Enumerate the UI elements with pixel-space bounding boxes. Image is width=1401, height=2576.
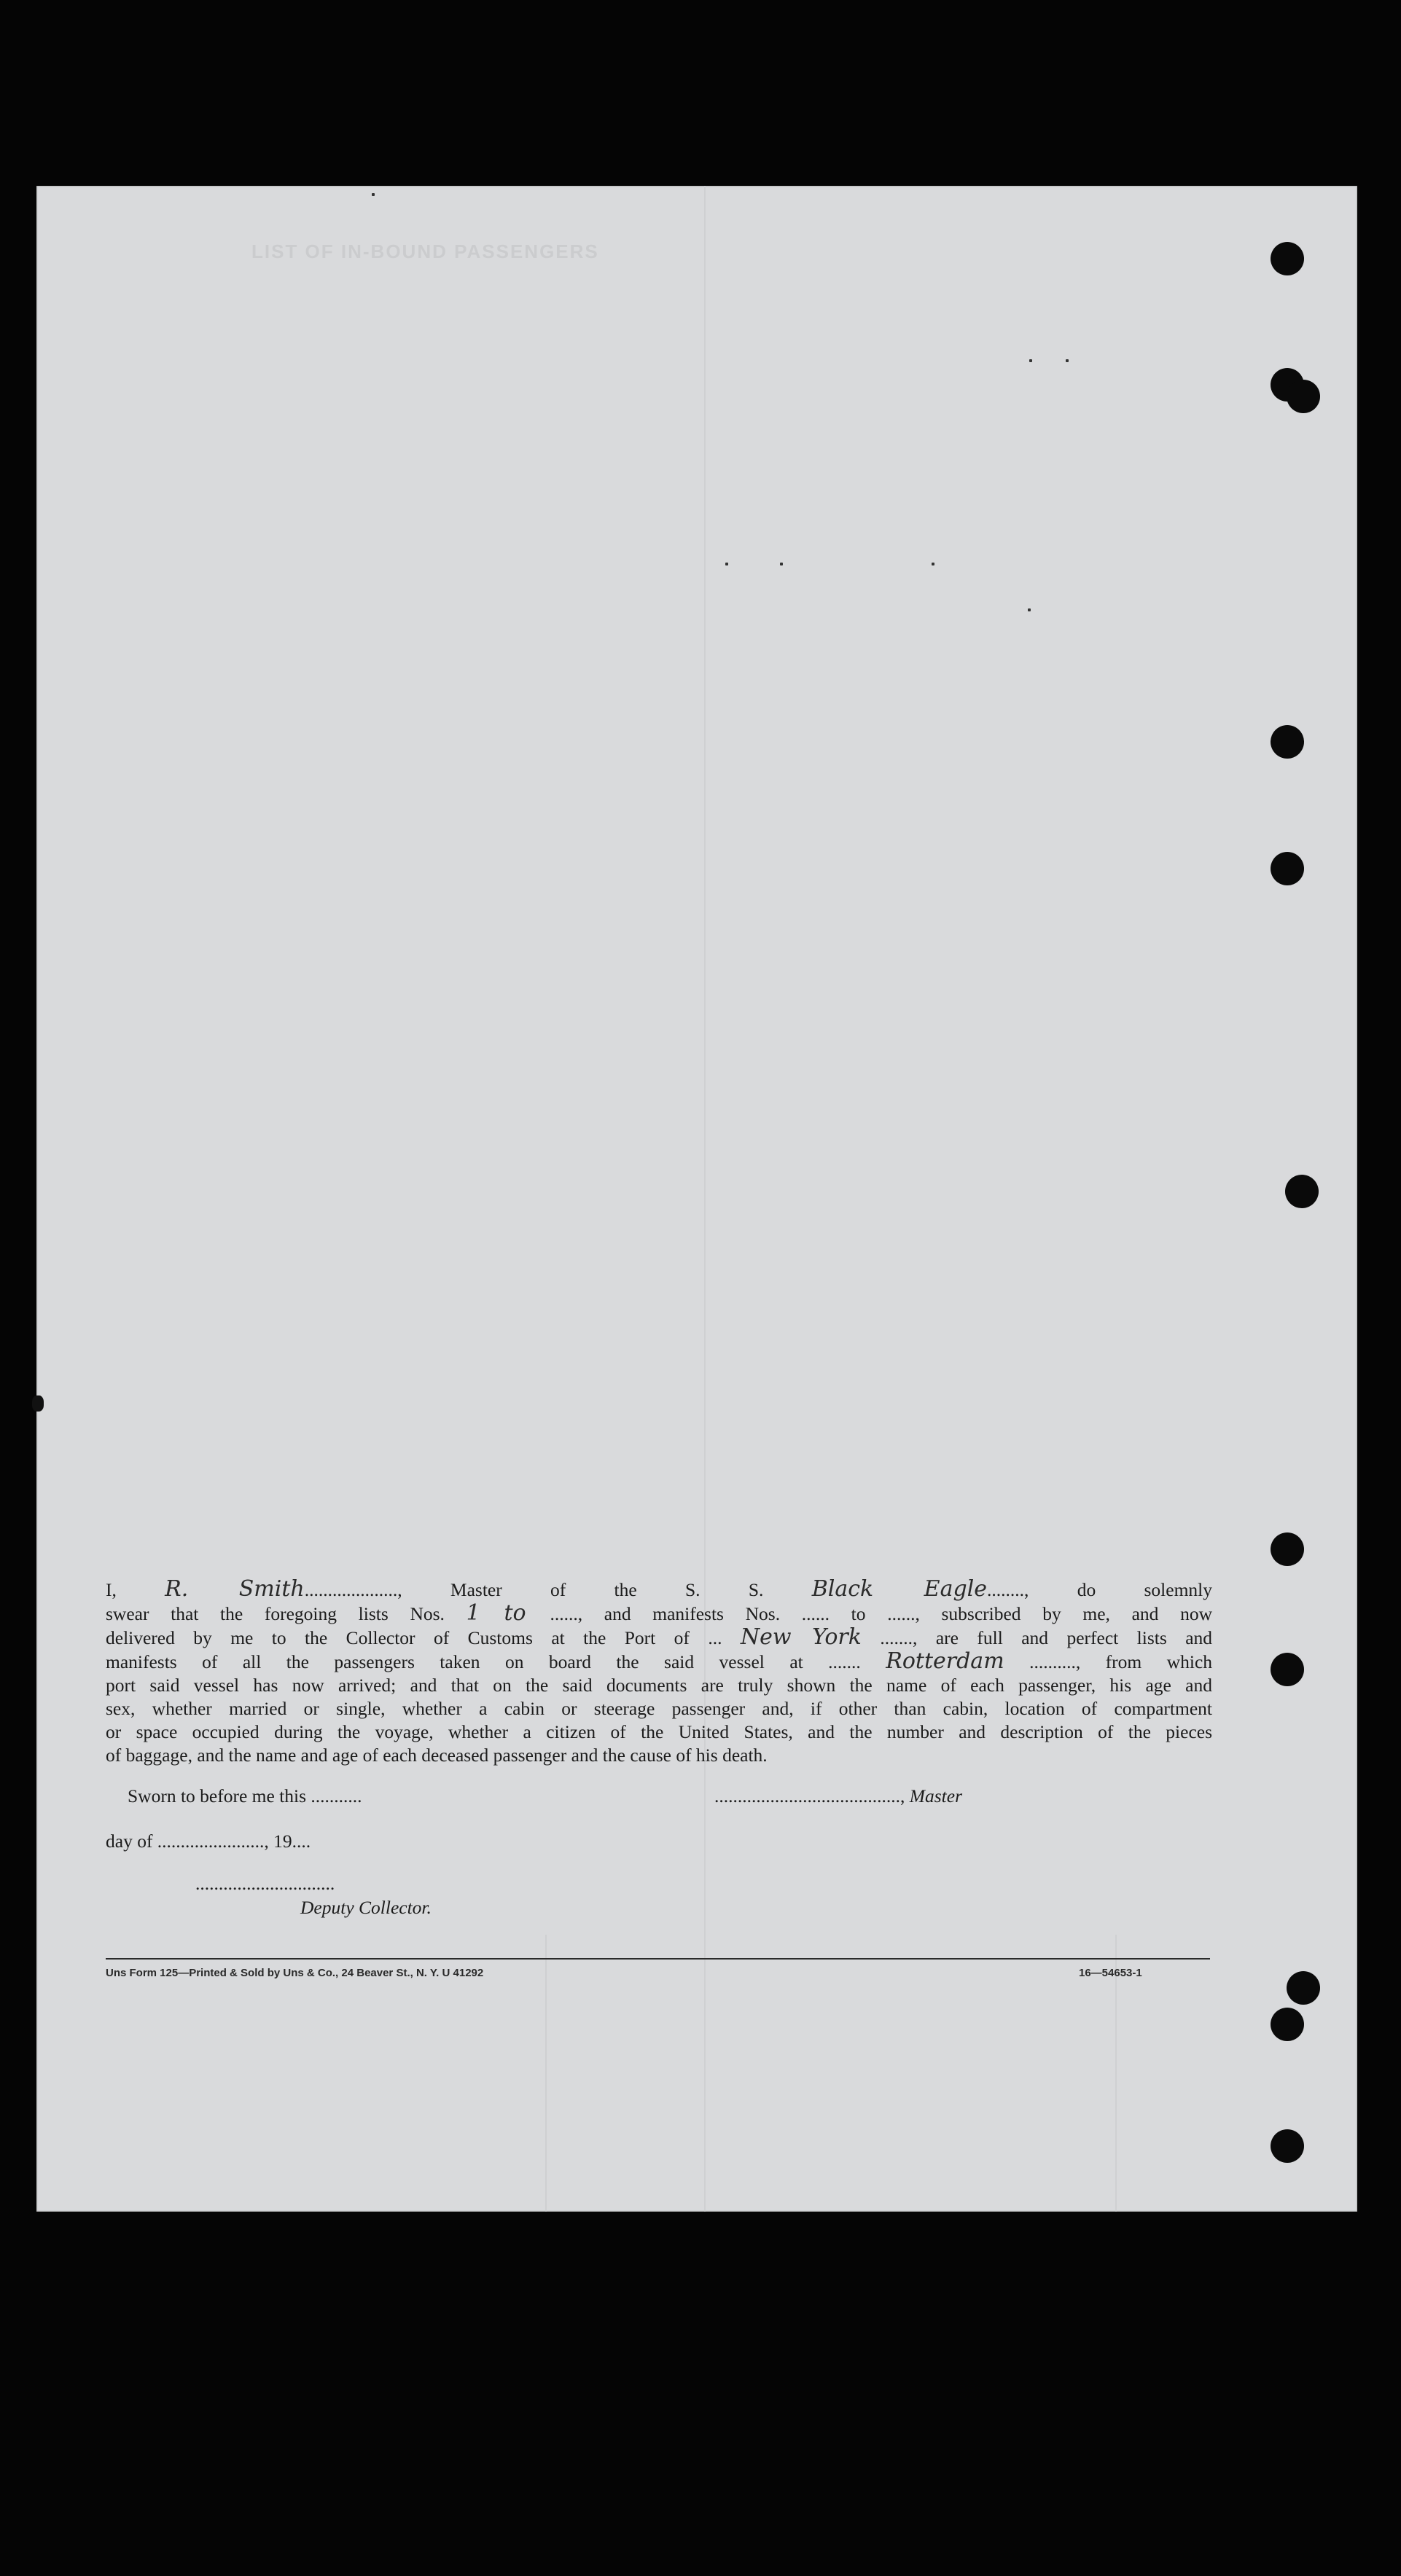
collector-signature-dots: .............................. — [195, 1873, 335, 1894]
form-number: 16—54653-1 — [1079, 1967, 1142, 1979]
manifest-page — [36, 186, 1357, 2212]
handwritten-list-number: 1 — [466, 1600, 480, 1626]
binder-hole — [1271, 242, 1304, 275]
oath-text: ...................., Master of the S. S. — [304, 1579, 812, 1600]
oath-text: manifests of all the passengers taken on board the said vessel at ....... — [106, 1651, 886, 1672]
oath-text: ......, and manifests Nos. ...... to ......, subscribed by me, and now — [550, 1603, 1212, 1624]
oath-line-2 — [106, 1602, 1212, 1626]
master-signature-line — [714, 1785, 962, 1807]
oath-paragraph — [106, 1578, 1212, 1767]
handwritten-arrival-port: New York — [740, 1624, 862, 1650]
binder-hole — [1271, 2008, 1304, 2041]
signature-dots: ........................................, — [714, 1785, 910, 1806]
speck — [1029, 359, 1032, 362]
sworn-line: Sworn to before me this ........... — [128, 1785, 362, 1806]
binder-hole — [1287, 380, 1320, 413]
fold-line — [545, 1935, 547, 2212]
binder-hole — [1285, 1175, 1319, 1208]
binder-hole — [1271, 852, 1304, 885]
handwritten-to: to — [480, 1600, 550, 1626]
speck — [1066, 359, 1069, 362]
oath-text: I, — [106, 1579, 165, 1600]
day-line: day of ......................., 19.... — [106, 1831, 311, 1852]
binder-hole — [1271, 725, 1304, 759]
oath-line-5: port said vessel has now arrived; and that on the said documents are truly shown the name of each passenger, his age and — [106, 1675, 1212, 1696]
speck — [725, 563, 728, 565]
oath-text: ......., are full and perfect lists and — [861, 1627, 1213, 1648]
form-imprint: Uns Form 125—Printed & Sold by Uns & Co., 24 Beaver St., N. Y. U 41292 — [106, 1967, 484, 1979]
oath-line-3 — [106, 1626, 1212, 1650]
handwritten-departure-port: Rotterdam — [886, 1648, 1004, 1674]
faded-bleed-through-title: LIST OF IN-BOUND PASSENGERS — [251, 240, 599, 262]
speck — [780, 563, 783, 565]
oath-line-8: of baggage, and the name and age of each deceased passenger and the cause of his death. — [106, 1745, 768, 1766]
handwritten-master-name: R. Smith — [165, 1576, 305, 1602]
speck — [372, 193, 375, 196]
edge-tear — [32, 1395, 44, 1412]
deputy-collector-label: Deputy Collector. — [300, 1897, 432, 1918]
binder-hole — [1271, 1653, 1304, 1686]
binder-hole — [1271, 1532, 1304, 1566]
handwritten-ship-name: Black Eagle — [811, 1576, 988, 1602]
oath-text: swear that the foregoing lists Nos. — [106, 1603, 467, 1624]
oath-line-4 — [106, 1650, 1212, 1674]
speck — [932, 563, 934, 565]
oath-line-1 — [106, 1578, 1212, 1602]
fold-line — [704, 186, 706, 2212]
footer-rule — [106, 1958, 1210, 1960]
binder-hole — [1287, 1971, 1320, 2005]
speck — [1028, 608, 1031, 611]
oath-text: ........, do solemnly — [987, 1579, 1212, 1600]
oath-text: .........., from which — [1004, 1651, 1213, 1672]
binder-hole — [1271, 2129, 1304, 2163]
oath-line-6: sex, whether married or single, whether a cabin or steerage passenger and, if other than cabin, location of compartment — [106, 1698, 1212, 1719]
master-label: Master — [909, 1785, 962, 1806]
oath-text: delivered by me to the Collector of Customs at the Port of ... — [106, 1627, 741, 1648]
oath-line-7: or space occupied during the voyage, whether a citizen of the United States, and the number and description of the pieces — [106, 1721, 1212, 1742]
